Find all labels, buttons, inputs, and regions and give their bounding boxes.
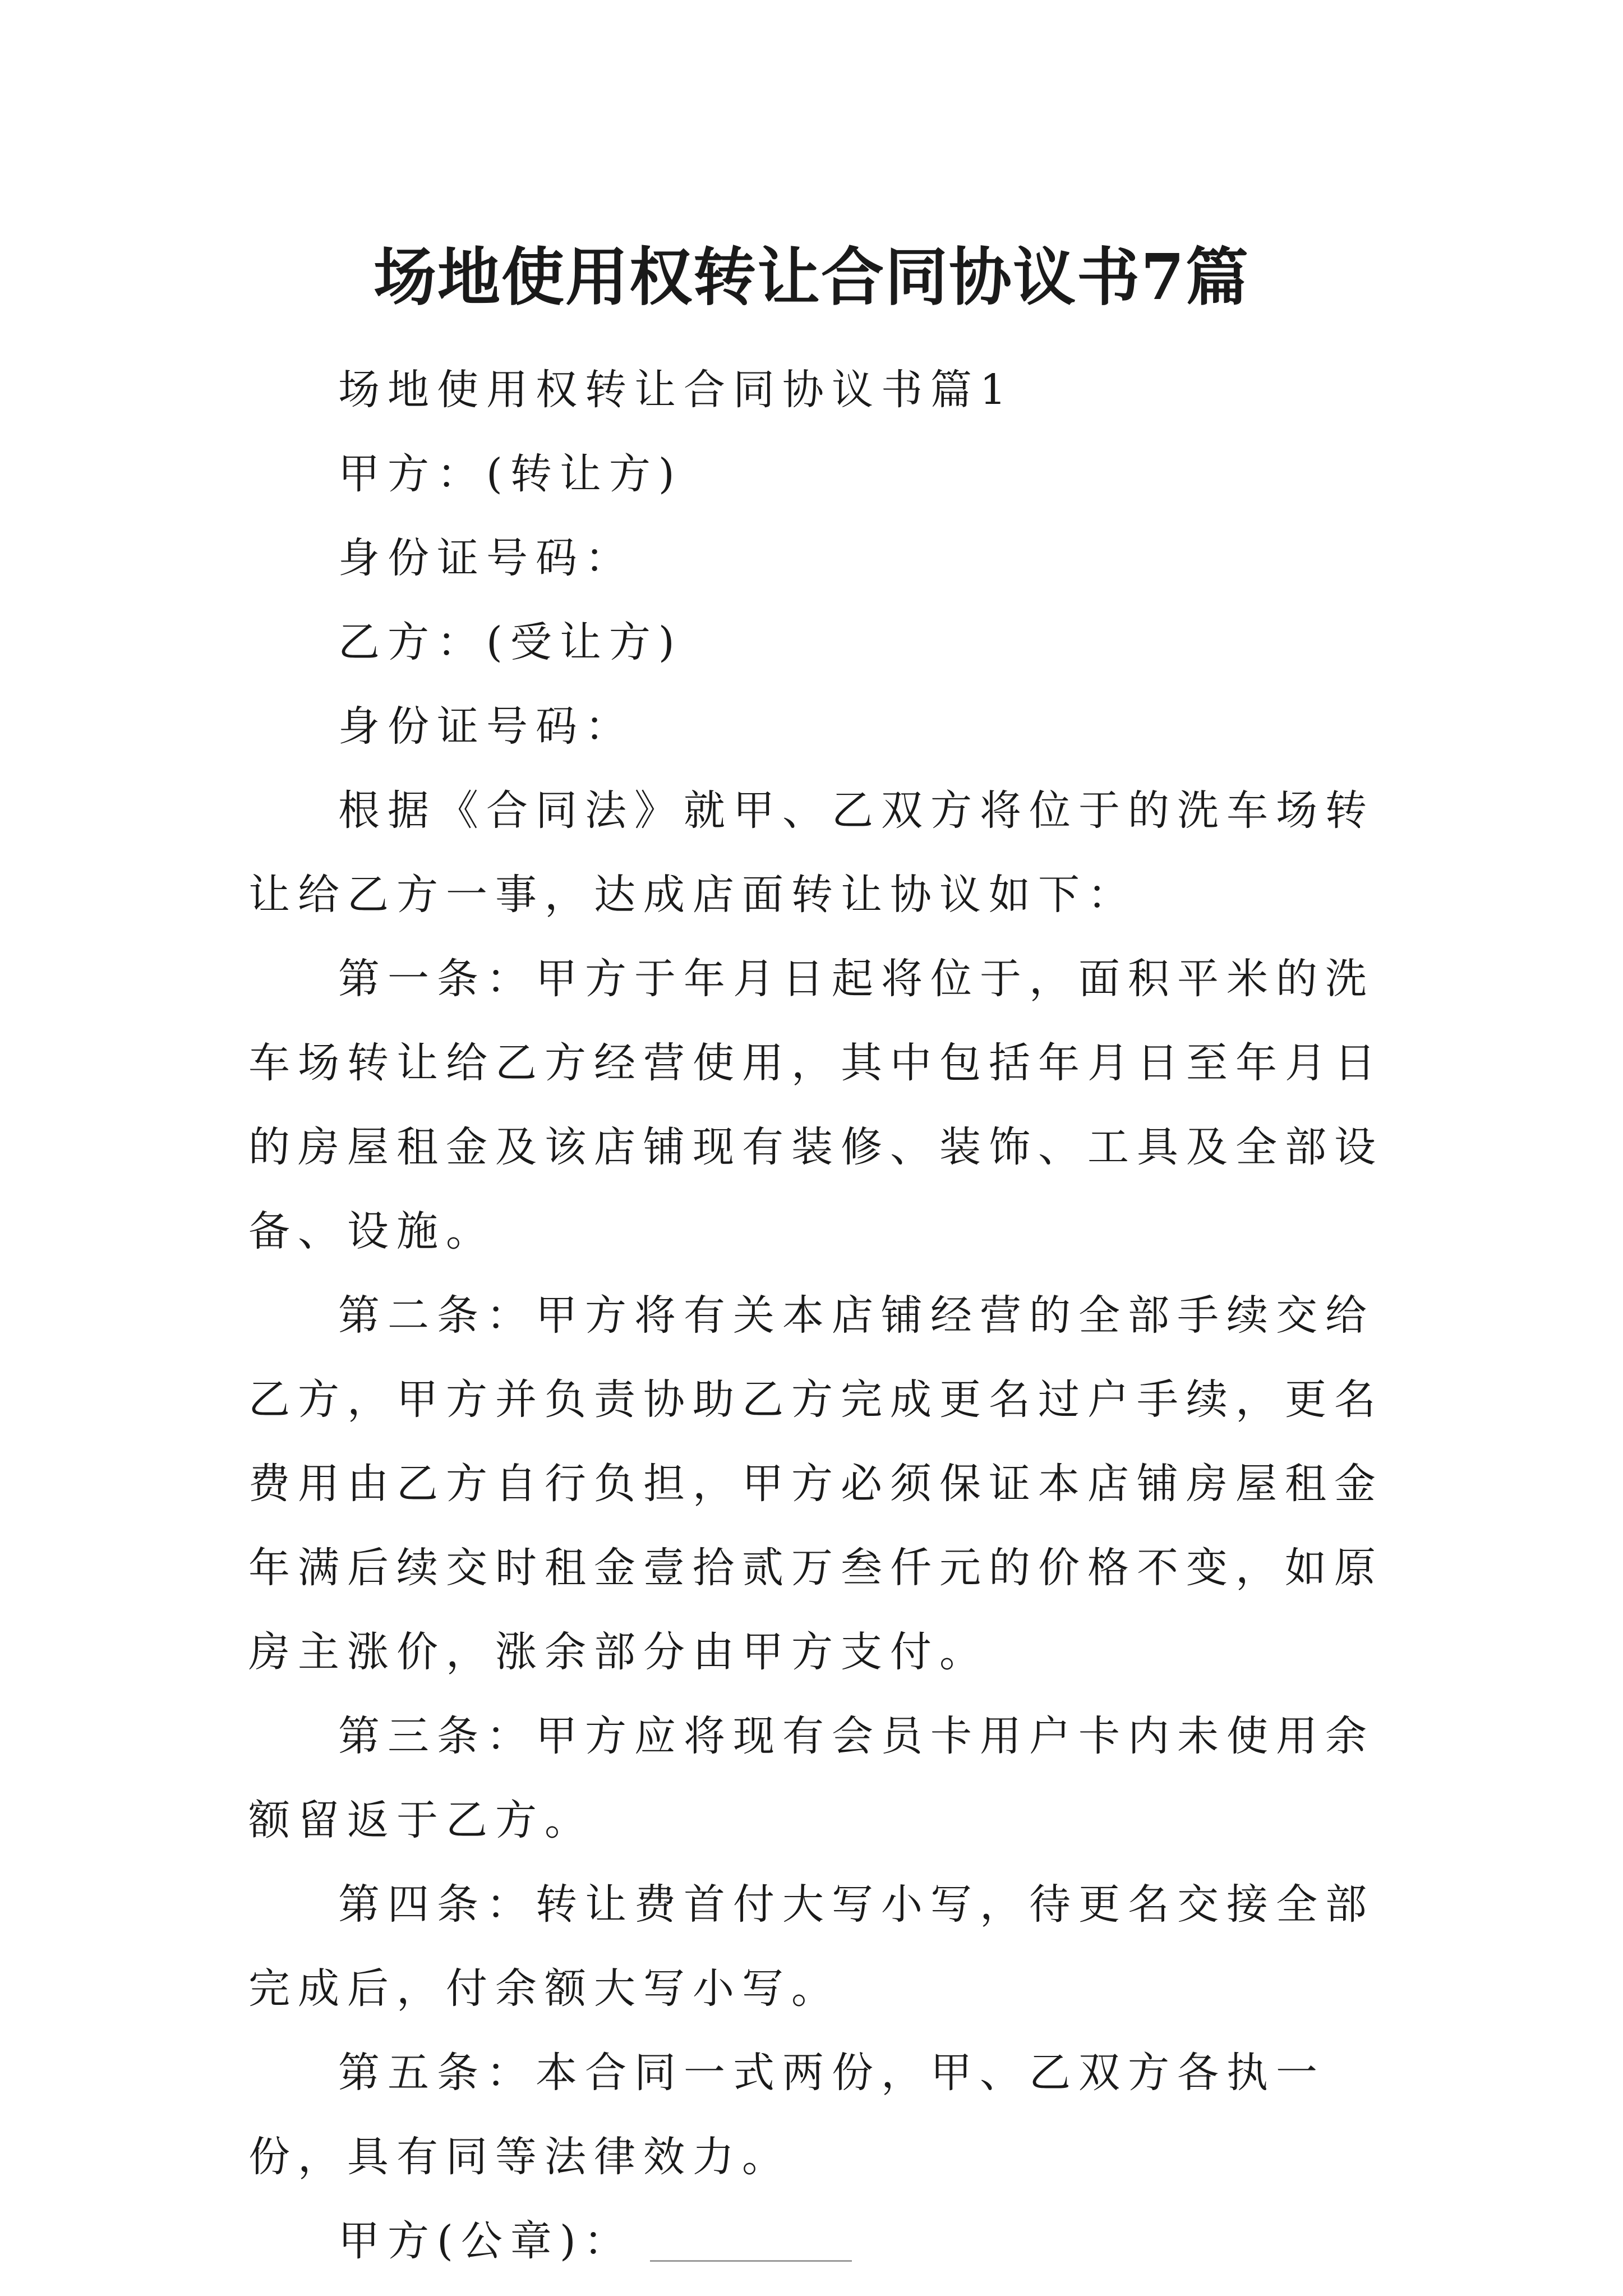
signature-blank-line — [650, 2226, 852, 2262]
article-2: 第二条：甲方将有关本店铺经营的全部手续交给乙方，甲方并负责协助乙方完成更名过户手续，更名费用由乙方自行负担，甲方必须保证本店铺房屋租金年满后续交时租金壹拾贰万叁仟元的价格不变，如原房主涨价，涨余部分由甲方支付。 — [248, 1291, 1384, 1676]
article-3: 第三条：甲方应将现有会员卡用户卡内未使用余额留返于乙方。 — [248, 1712, 1375, 1844]
article-1: 第一条：甲方于年月日起将位于，面积平米的洗车场转让给乙方经营使用，其中包括年月日至年月日的房屋租金及该店铺现有装修、装饰、工具及全部设备、设施。 — [248, 955, 1384, 1255]
signature-label-a: 甲方(公章)： — [338, 2217, 633, 2265]
article-5: 第五条：本合同一式两份，甲、乙双方各执一份，具有同等法律效力。 — [248, 2049, 1325, 2181]
party-b-id-field: 身份证号码： — [338, 702, 634, 751]
section-heading: 场地使用权转让合同协议书篇1 — [338, 366, 1015, 414]
document-title: 场地使用权转让合同协议书7篇 — [374, 241, 1249, 315]
document-body — [248, 348, 1393, 2283]
party-a-label: 甲方：(转让方) — [338, 450, 683, 498]
party-a-id-field: 身份证号码： — [338, 534, 634, 582]
signature-row-a — [248, 2199, 1393, 2283]
party-b-label: 乙方：(受让方) — [338, 618, 683, 666]
article-4: 第四条：转让费首付大写小写，待更名交接全部完成后，付余额大写小写。 — [248, 1880, 1375, 2013]
intro-paragraph: 根据《合同法》就甲、乙双方将位于的洗车场转让给乙方一事，达成店面转让协议如下： — [248, 786, 1375, 919]
